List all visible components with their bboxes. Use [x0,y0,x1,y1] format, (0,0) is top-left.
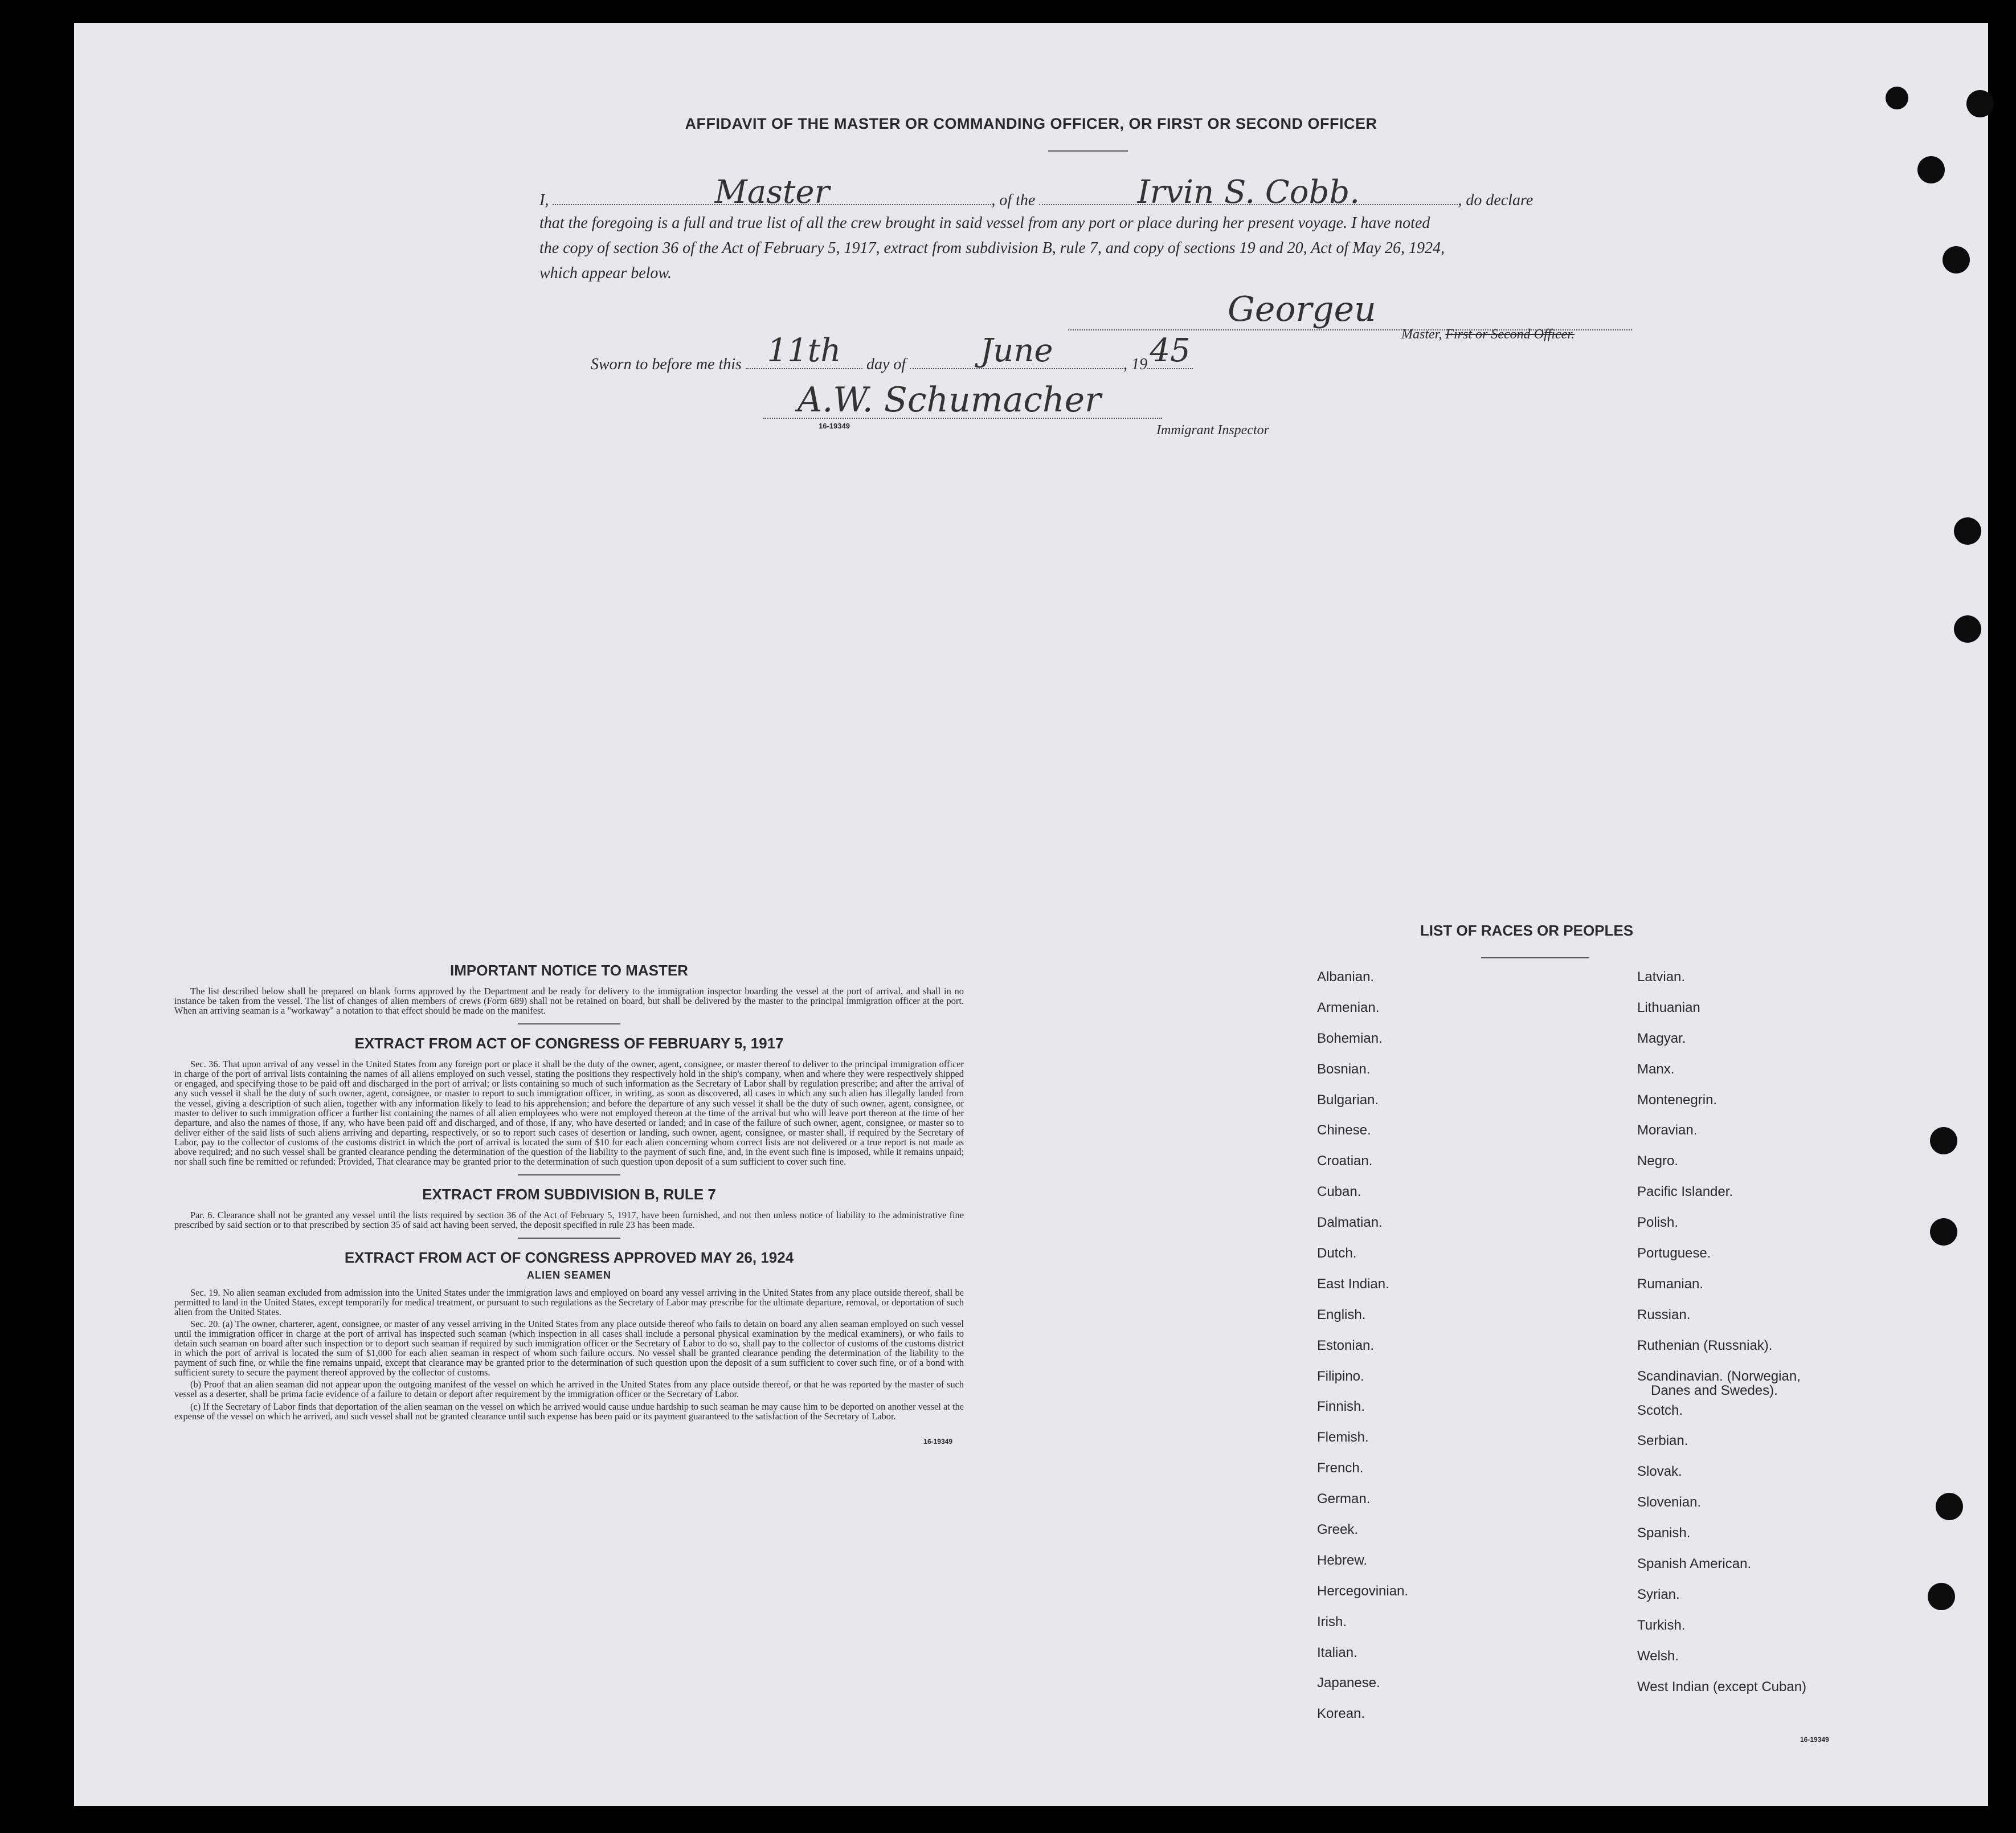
sec-20a-text: Sec. 20. (a) The owner, charterer, agent, consignee, or master of any vessel arriving in the United States from any place outside thereof who fails to detain on board any alien seaman employed on such vessel until the immigration officer in charge at the port of arrival has inspected such seaman (which inspection in all cases shall include a personal physical examination by the medical examiners), or who fails to detain such seaman on board after such inspection or to deport such seaman if required by such immigration officer or the Secretary of Labor to do so, shall pay to the collector of customs of the customs district in which the port of arrival is located the sum of $1,000 for each alien seaman in respect of whom such failure occurs. No vessel shall be granted clearance pending the determination of the liability to the payment of such fine, or while the fine remains unpaid, except that clearance may be granted prior to the determination of such question upon the deposit of a sum sufficient to cover such fine, or of a bond with sufficient surety to secure the payment thereof approved by the collector of customs. [174,1318,964,1378]
divider [1481,957,1589,958]
extract-rule7-heading: EXTRACT FROM SUBDIVISION B, RULE 7 [422,1185,716,1203]
race-item: Greek. [1317,1522,1359,1538]
signature-caption [1401,327,1575,342]
races-heading: LIST OF RACES OR PEOPLES [1420,922,1634,939]
affidavit-declare: , do declare [1458,191,1534,209]
notice-body: The list described below shall be prepared on blank forms approved by the Department and be ready for delivery to the immigration inspector boarding the vessel at the port of arrival, and shall in no instance be taken from the vessel. The list of changes of alien members of crews (Form 689) shall not be retained on board, but shall be delivered by the master to the principal immigration officer at the port. When an arriving seaman is a "workaway" a notation to that effect should be made on the manifest. [174,986,964,1016]
race-item: West Indian (except Cuban) [1637,1679,1807,1695]
race-item: Hebrew. [1317,1552,1368,1568]
inspector-signature: A.W. Schumacher [798,380,1101,420]
sec-19-text: Sec. 19. No alien seaman excluded from admission into the United States under the immigration laws and employed on board any vessel arriving in the United States from any place outside thereof, shall be permitted to land in the United States, except temporarily for medical treatment, or pursuant to such regulations as the Secretary of Labor may prescribe for the ultimate departure, removal, or deportation of such alien from the United States. [174,1287,964,1317]
affidavit-of-the: , of the [991,191,1036,209]
vessel-field [1039,174,1458,211]
race-item: Slovak. [1637,1464,1682,1480]
race-item: Pacific Islander. [1637,1184,1733,1200]
race-item: Manx. [1637,1061,1675,1077]
race-item: Slovenian. [1637,1495,1702,1511]
race-item: Korean. [1317,1706,1365,1722]
race-item: English. [1317,1307,1366,1322]
sec-20b-text: (b) Proof that an alien seaman did not appear upon the outgoing manifest of the vessel on which he arrived in the United States from any place outside thereof, or that he was reported by the master of such vessel as a deserter, shall be prima facie evidence of a failure to detain or deport after requirement by the immigration officer or the Secretary of Labor. [174,1379,964,1400]
race-item: Montenegrin. [1637,1092,1718,1108]
punch-hole [1917,156,1945,183]
affidavit-text-line: the copy of section 36 of the Act of February 5, 1917, extract from subdivision B, rule 7, and copy of sections 19 and 20, Act of May 26, 1924, [539,239,1445,257]
document-page [74,23,1988,1806]
race-item: Welsh. [1637,1648,1679,1664]
race-item: Irish. [1317,1614,1347,1630]
sec-36-text: Sec. 36. That upon arrival of any vessel in the United States from any foreign port or place it shall be the duty of the owner, agent, consignee, or master thereof to deliver to the principal immigration officer in charge of the port of arrival lists containing the names of all aliens employed on such vessel, stating the positions they respectively hold in the ship's company, when and where they were respectively shipped or engaged, and specifying those to be paid off and discharged in the port of arrival; or lists containing so much of such information as the Secretary of Labor shall by regulation prescribe; and after the arrival of any such vessel it shall be the duty of such owner, agent, consignee, or master to report to such immigration officer, in writing, as soon as discovered, all cases in which any such alien has illegally landed from the vessel, giving a description of such alien, together with any information likely to lead to his apprehension; and before the departure of any such vessel it shall be the duty of such owner, agent, consignee, or master to deliver to such immigration officer a further list containing the names of all alien employees who were not employed thereon at the time of the arrival but who will leave port thereon at the time of her departure, and also the names of those, if any, who have been paid off and discharged, and of those, if any, who have deserted or landed; and in case of the failure of such owner, agent, consignee, or master so to deliver either of the said lists of such aliens arriving and departing, respectively, or so to report such cases of desertion or landing, such owner, agent, consignee, or master shall, if required by the Secretary of Labor, pay to the collector of customs of the customs district in which the port of arrival is located the sum of $10 for each alien concerning whom correct lists are not delivered or a true report is not made as above required; and no such vessel shall be granted clearance pending the determination of the question of the liability to the payment of such fine, and, in the event such fine is imposed, while it remains unpaid; nor shall such fine be remitted or refunded: Provided, That clearance may be granted prior to the determination of such question upon deposit of a sum sufficient to cover such fine. [174,1059,964,1167]
affidavit-title: AFFIDAVIT OF THE MASTER OR COMMANDING OFFICER, OR FIRST OR SECOND OFFICER [685,115,1377,132]
sworn-year-field [1147,332,1193,369]
notice-column [174,952,964,1445]
inspector-caption: Immigrant Inspector [1156,423,1269,438]
race-item: Dutch. [1317,1246,1357,1262]
race-item: Bosnian. [1317,1061,1371,1077]
race-item: Turkish. [1637,1617,1686,1633]
race-item: Croatian. [1317,1153,1373,1169]
notice-heading: IMPORTANT NOTICE TO MASTER [450,962,688,979]
punch-hole [1930,1127,1957,1154]
race-item: Filipino. [1317,1368,1364,1384]
master-signature-line [1068,291,1632,330]
race-item-scandinavian-cont: Danes and Swedes). [1651,1382,1778,1398]
race-item: Ruthenian (Russniak). [1637,1337,1773,1353]
race-item: Hercegovinian. [1317,1583,1409,1599]
form-number: 16-19349 [1800,1736,1829,1744]
race-item: Serbian. [1637,1433,1688,1449]
sworn-prefix: Sworn to before me this [591,356,742,373]
sworn-line [591,332,1193,374]
race-item: Dalmatian. [1317,1215,1383,1231]
punch-hole [1954,517,1981,545]
par-6-text: Par. 6. Clearance shall not be granted any vessel until the lists required by section 36 of the Act of February 5, 1917, have been furnished, and not then unless notice of liability to the administrative fine prescribed by said section or to that prescribed by section 35 of said act having been served, the deposit specified in rule 23 has been made. [174,1209,964,1231]
caption-struck-officer: First or Second Officer. [1445,327,1575,342]
caption-master: Master, [1401,327,1442,342]
inspector-signature-line [763,379,1162,419]
punch-hole [1943,246,1970,273]
race-item: Flemish. [1317,1430,1369,1446]
race-item: Magyar. [1637,1030,1686,1046]
race-item: Russian. [1637,1307,1691,1322]
race-item: Italian. [1317,1644,1357,1660]
race-item: Estonian. [1317,1337,1375,1353]
race-item: Finnish. [1317,1399,1365,1415]
races-left-column [1317,970,1408,1737]
alien-seamen-subheading: ALIEN SEAMEN [526,1269,611,1281]
form-number: 16-19349 [923,1437,952,1446]
divider [518,1238,620,1239]
races-right-column [1637,970,1806,1710]
sworn-day: 11th [767,332,841,369]
affidavit-text-line: which appear below. [539,264,672,282]
race-item: Japanese. [1317,1675,1380,1691]
vessel-handwritten: Irvin S. Cobb. [1137,174,1360,211]
sworn-year-prefix: , 19 [1123,356,1148,373]
race-item: German. [1317,1491,1371,1507]
race-item: Armenian. [1317,999,1380,1015]
divider [518,1174,620,1175]
sworn-day-field [746,332,862,369]
rank-field [553,174,991,211]
affidavit-text-line: that the foregoing is a full and true list of all the crew brought in said vessel from any port or place during her present voyage. I have noted [539,214,1430,232]
punch-hole [1930,1218,1957,1246]
punch-hole [1886,87,1908,109]
divider [1048,150,1128,152]
sworn-month: June [980,332,1053,369]
race-item: Rumanian. [1637,1276,1704,1292]
extract-1917-heading: EXTRACT FROM ACT OF CONGRESS OF FEBRUARY 5, 1917 [354,1035,784,1052]
punch-hole [1954,615,1981,643]
race-item: Scotch. [1637,1402,1683,1418]
race-item: Spanish American. [1637,1556,1752,1572]
extract-1924-heading: EXTRACT FROM ACT OF CONGRESS APPROVED MAY 26, 1924 [344,1249,794,1267]
race-item: Moravian. [1637,1122,1698,1138]
race-item: Syrian. [1637,1586,1680,1602]
punch-hole [1966,90,1994,117]
punch-hole [1928,1583,1955,1610]
master-signature: Georgeu [1228,289,1376,329]
race-item: Bulgarian. [1317,1092,1379,1108]
race-item: Lithuanian [1637,999,1700,1015]
race-item [1637,1369,1806,1403]
race-item: Albanian. [1317,969,1375,985]
race-item: Chinese. [1317,1122,1371,1138]
race-item: East Indian. [1317,1276,1389,1292]
divider [518,1023,620,1024]
sworn-year: 45 [1150,332,1191,369]
race-item: Polish. [1637,1215,1679,1231]
race-item: Negro. [1637,1153,1679,1169]
rank-handwritten: Master [714,174,830,211]
race-item: Portuguese. [1637,1246,1711,1262]
punch-hole [1936,1493,1963,1520]
race-item: Bohemian. [1317,1030,1383,1046]
race-item: Spanish. [1637,1525,1691,1541]
form-number: 16-19349 [819,422,850,430]
affidavit-prefix: I, [539,191,549,209]
race-item: French. [1317,1460,1364,1476]
sworn-day-of: day of [866,356,906,373]
race-item: Latvian. [1637,969,1686,985]
race-item: Cuban. [1317,1184,1361,1200]
race-item-scandinavian: Scandinavian. (Norwegian, [1637,1368,1801,1384]
sworn-month-field [910,332,1123,369]
affidavit-declaration-line [539,174,1678,213]
sec-20c-text: (c) If the Secretary of Labor finds that deportation of the alien seaman on the vessel on which he arrived would cause undue hardship to such seaman he may cause him to be deported on another vessel at the expense of the vessel on which he arrived, and such vessel shall not be granted clearance until such expense has been paid or its payment guaranteed to the satisfaction of the Secretary of Labor. [174,1401,964,1422]
